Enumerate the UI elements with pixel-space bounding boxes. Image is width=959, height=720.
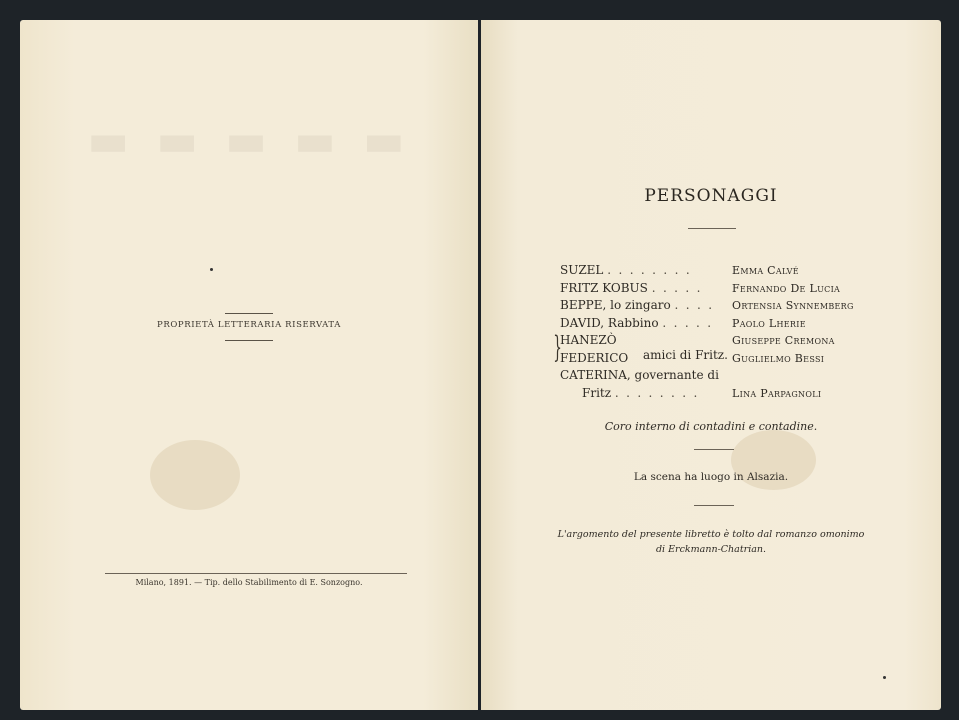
cast-row xyxy=(560,367,880,385)
role-name: HANEZÒ xyxy=(560,333,617,347)
rights-rule-top xyxy=(225,313,273,314)
chorus-note: Coro interno di contadini e contadine. xyxy=(604,420,818,433)
singer-name: Ortensia Synnemberg xyxy=(732,299,854,312)
cast-row: Fritz . . . . . . . . Lina Parpagnoli xyxy=(560,385,880,403)
singer-name: Guglielmo Bessi xyxy=(732,351,825,365)
singer-name: Paolo Lherie xyxy=(732,316,806,330)
cast-row: BEPPE, lo zingaro . . . . Ortensia Synnemberg xyxy=(560,297,880,315)
brace-mark: } xyxy=(553,330,562,365)
page-title: PERSONAGGI xyxy=(644,186,778,206)
friends-note: amici di Fritz. xyxy=(643,348,728,362)
setting-note: La scena ha luogo in Alsazia. xyxy=(633,471,789,483)
singer-name: Emma Calvé xyxy=(732,264,799,277)
cast-row xyxy=(560,332,880,350)
chorus-rule xyxy=(694,449,734,450)
role-name: BEPPE, lo zingaro xyxy=(560,298,671,312)
rights-rule-bottom xyxy=(225,340,273,341)
right-page xyxy=(481,20,941,710)
foxing-stain xyxy=(150,440,240,510)
left-page xyxy=(20,20,478,710)
singer-name: Lina Parpagnoli xyxy=(732,386,822,400)
cast-row: DAVID, Rabbino . . . . . Paolo Lherie xyxy=(560,315,880,333)
role-name: FEDERICO xyxy=(560,350,629,365)
role-name: CATERINA, governante di xyxy=(560,368,719,382)
cast-list xyxy=(560,262,880,402)
ink-speck xyxy=(883,676,886,679)
role-name: SUZEL xyxy=(560,263,604,277)
rights-notice: PROPRIETÀ LETTERARIA RISERVATA xyxy=(157,320,341,330)
singer-name: Giuseppe Cremona xyxy=(732,334,835,347)
argument-line-2: di Erckmann-Chatrian. xyxy=(655,544,767,555)
singer-name: Fernando De Lucia xyxy=(732,281,841,295)
role-name: FRITZ KOBUS xyxy=(560,280,648,295)
role-name: Fritz xyxy=(582,385,612,400)
title-rule xyxy=(688,228,736,229)
role-name: DAVID, Rabbino xyxy=(560,315,659,330)
argument-note xyxy=(481,527,941,557)
printer-imprint: Milano, 1891. — Tip. dello Stabilimento di E. Sonzogno. xyxy=(135,578,363,587)
cast-row: FRITZ KOBUS . . . . . Fernando De Lucia xyxy=(560,280,880,298)
bleed-through-title: ▬ ▬ ▬ ▬ ▬ xyxy=(87,115,411,166)
argument-line-1: L'argomento del presente libretto è tolto dal romanzo omonimo xyxy=(557,529,865,540)
setting-rule xyxy=(694,505,734,506)
imprint-rule xyxy=(105,573,407,574)
cast-row: SUZEL . . . . . . . . Emma Calvé xyxy=(560,262,880,280)
ink-speck xyxy=(210,268,213,271)
